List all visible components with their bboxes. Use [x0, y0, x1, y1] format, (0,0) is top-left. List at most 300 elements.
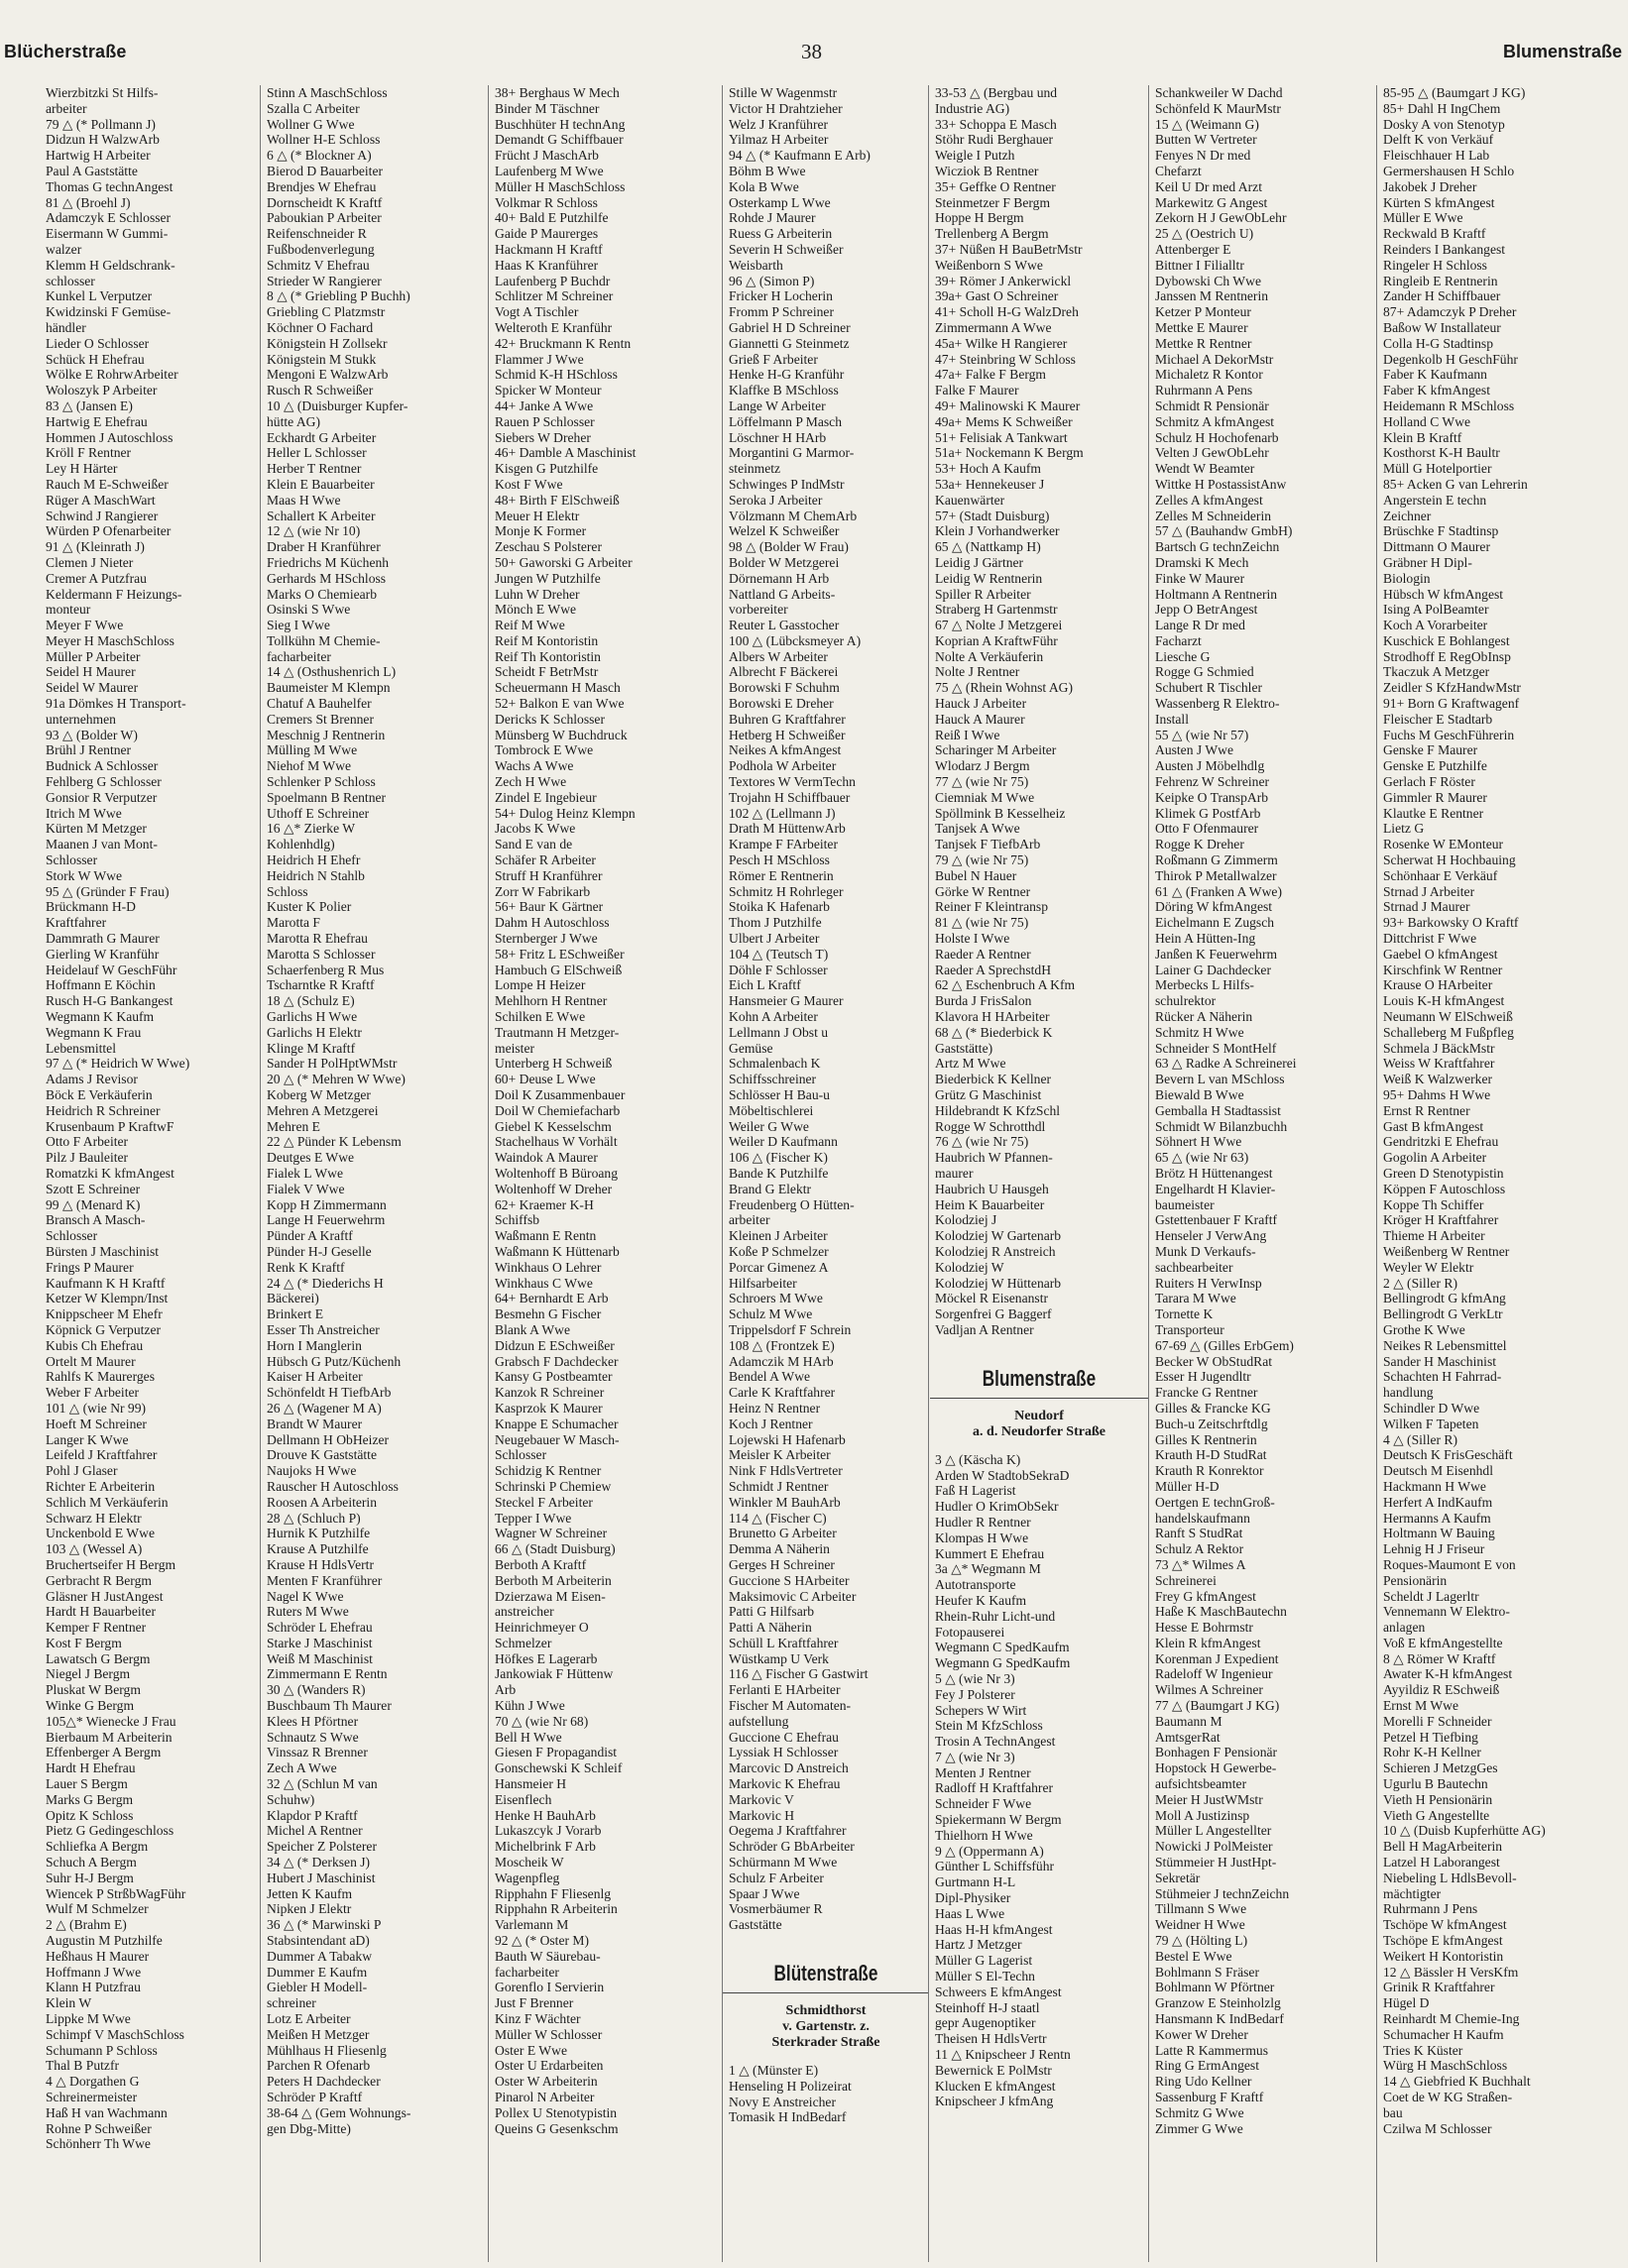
directory-entry: Weidner H Wwe — [1155, 1917, 1245, 1933]
directory-entry: Weikert H Kontoristin — [1383, 1948, 1504, 1964]
directory-entry: 75 △ (Rhein Wohnst AG) — [935, 680, 1074, 696]
directory-entry: 40+ Bald E Putzhilfe — [495, 210, 609, 226]
directory-entry: Unckenbold E Wwe — [46, 1526, 155, 1541]
directory-entry: Fehlberg G Schlosser — [46, 774, 162, 790]
directory-entry: Buschbaum Th Maurer — [267, 1698, 392, 1714]
directory-entry: Facharzt — [1155, 632, 1202, 648]
directory-entry: Reinders I Bankangest — [1383, 241, 1506, 257]
directory-entry: Frings P Maurer — [46, 1259, 134, 1275]
directory-entry: Novy E Anstreicher — [729, 2094, 836, 2109]
directory-entry: Bestel E Wwe — [1155, 1948, 1232, 1964]
directory-entry: Hermanns A Kaufm — [1383, 1510, 1491, 1526]
directory-entry: Buch-u Zeitschrftdlg — [1155, 1416, 1268, 1431]
directory-entry: 12 △ (wie Nr 10) — [267, 523, 361, 539]
directory-entry: Klemm H Geldschrank- — [46, 257, 175, 273]
directory-entry: Rosenke W EMonteur — [1383, 837, 1504, 852]
directory-entry: Wicziok B Rentner — [935, 163, 1039, 178]
directory-entry: Gonschewski K Schleif — [495, 1760, 623, 1776]
directory-entry: Zander H Schiffbauer — [1383, 288, 1501, 304]
directory-entry: Zeidler S KfzHandwMstr — [1383, 680, 1521, 696]
directory-entry: Porcar Gimenez A — [729, 1259, 829, 1275]
directory-entry: Szalla C Arbeiter — [267, 100, 360, 116]
directory-entry: gepr Augenoptiker — [935, 2015, 1036, 2031]
directory-entry: Strnad J Arbeiter — [1383, 883, 1475, 899]
directory-entry: Klees H Pförtner — [267, 1713, 359, 1729]
directory-entry: Keldermann F Heizungs- — [46, 586, 182, 602]
directory-entry: Trojahn H Schiffbauer — [729, 789, 851, 805]
directory-entry: Waßmann E Rentn — [495, 1228, 597, 1244]
directory-entry: Schröder G BbArbeiter — [729, 1839, 855, 1855]
directory-entry: Doil K Zusammenbauer — [495, 1087, 626, 1102]
page-number: 38 — [801, 40, 822, 63]
directory-entry: Gemüse — [729, 1040, 773, 1056]
directory-entry: Petzel H Tiefbing — [1383, 1729, 1478, 1745]
directory-entry: Kolodziej W Gartenarb — [935, 1228, 1062, 1244]
directory-entry: Latte R Kammermus — [1155, 2042, 1269, 2058]
directory-entry: Rohr K-H Kellner — [1383, 1745, 1481, 1760]
directory-entry: Giesen F Propagandist — [495, 1745, 618, 1760]
directory-entry: Pünder H-J Geselle — [267, 1243, 372, 1259]
directory-entry: Zelles M Schneiderin — [1155, 508, 1272, 523]
directory-entry: Ruiters H VerwInsp — [1155, 1275, 1262, 1291]
directory-entry: Döring W kfmAngest — [1155, 899, 1273, 915]
directory-entry: Koppe Th Schiffer — [1383, 1196, 1484, 1212]
directory-entry: Rogge W Schrotthdl — [935, 1118, 1046, 1134]
directory-entry: Industrie AG) — [935, 100, 1010, 116]
directory-columns — [4, 85, 1624, 2262]
directory-entry: Marks O Chemiearb — [267, 586, 377, 602]
directory-entry: Carle K Kraftfahrer — [729, 1385, 836, 1401]
directory-entry: Schlosser — [495, 1447, 547, 1463]
directory-entry: Sieg I Wwe — [267, 618, 330, 633]
directory-entry: 30 △ (Wanders R) — [267, 1682, 366, 1698]
directory-entry: Roßmann G Zimmerm — [1155, 852, 1278, 868]
directory-entry: Jungen W Putzhilfe — [495, 570, 601, 586]
directory-entry: Henseler J VerwAng — [1155, 1228, 1267, 1244]
directory-entry: Heim K Bauarbeiter — [935, 1196, 1045, 1212]
directory-entry: Baßow W Installateur — [1383, 319, 1501, 335]
directory-entry: Garlichs H Elektr — [267, 1024, 362, 1040]
directory-entry: Weiß M Maschinist — [267, 1650, 373, 1666]
directory-entry: Faber K kfmAngest — [1383, 383, 1490, 398]
directory-entry: Tillmann S Wwe — [1155, 1901, 1247, 1917]
directory-entry: 15 △ (Weimann G) — [1155, 116, 1259, 132]
directory-entry: Wollner G Wwe — [267, 116, 355, 132]
directory-entry: Gorenflo I Servierin — [495, 1980, 605, 1995]
directory-entry: 3 △ (Käscha K) — [935, 1451, 1021, 1467]
directory-entry: Kohn A Arbeiter — [729, 1009, 818, 1025]
directory-entry: 46+ Damble A Maschinist — [495, 445, 637, 461]
directory-entry: Schlosser — [46, 1228, 98, 1244]
directory-entry: Heßhaus H Maurer — [46, 1948, 150, 1964]
directory-entry: Klein J Vorhandwerker — [935, 523, 1060, 539]
directory-entry: Eckhardt G Arbeiter — [267, 429, 377, 445]
directory-entry: Kaufmann K H Kraftf — [46, 1275, 166, 1291]
directory-entry: Yilmaz H Arbeiter — [729, 132, 829, 148]
directory-entry: 100 △ (Lübcksmeyer A) — [729, 632, 862, 648]
directory-entry: Holtmann A Rentnerin — [1155, 586, 1278, 602]
directory-entry: Trippelsdorf F Schrein — [729, 1321, 852, 1337]
directory-entry: Eisenflech — [495, 1791, 552, 1807]
directory-entry: Rüger A MaschWart — [46, 492, 156, 508]
directory-entry: Meschnig J Rentnerin — [267, 727, 386, 742]
directory-entry: Butten W Vertreter — [1155, 132, 1257, 148]
directory-entry: Bolder W Metzgerei — [729, 554, 840, 570]
directory-entry: Schieren J MetzgGes — [1383, 1760, 1498, 1776]
directory-entry: Rauscher H Autoschloss — [267, 1478, 399, 1494]
directory-entry: Gläsner H JustAngest — [46, 1588, 164, 1604]
directory-entry: Klann H Putzfrau — [46, 1980, 141, 1995]
directory-entry: 105△* Wienecke J Frau — [46, 1713, 176, 1729]
directory-entry: Arb — [495, 1682, 517, 1698]
page-header — [0, 0, 1628, 77]
directory-entry: Reiner F Kleintransp — [935, 899, 1049, 915]
directory-entry: Lojewski H Hafenarb — [729, 1431, 846, 1447]
directory-entry: Gerhards M HSchloss — [267, 570, 387, 586]
directory-entry: Kinz F Wächter — [495, 2011, 581, 2027]
directory-entry: Hurnik K Putzhilfe — [267, 1526, 371, 1541]
directory-entry: Wassenberg R Elektro- — [1155, 696, 1280, 712]
directory-entry: 63 △ Radke A Schreinerei — [1155, 1056, 1297, 1072]
directory-entry: Böck E Verkäuferin — [46, 1087, 153, 1102]
directory-entry: Meuer H Elektr — [495, 508, 580, 523]
directory-entry: Eich L Kraftf — [729, 977, 801, 993]
directory-entry: Austen J Möbelhdlg — [1155, 758, 1265, 774]
directory-entry: handelskaufmann — [1155, 1510, 1250, 1526]
directory-entry: Oster U Erdarbeiten — [495, 2058, 604, 2074]
directory-entry: Rohne P Schweißer — [46, 2120, 152, 2136]
directory-entry: Deutges E Wwe — [267, 1150, 355, 1166]
directory-entry: Mehlhorn H Rentner — [495, 993, 608, 1009]
directory-entry: Autotransporte — [935, 1577, 1016, 1593]
directory-entry: Schiffsb — [495, 1212, 540, 1228]
directory-entry: Woltenhoff B Büroang — [495, 1165, 619, 1181]
directory-entry: Dornscheidt K Kraftf — [267, 194, 383, 210]
directory-entry: 9 △ (Oppermann A) — [935, 1843, 1044, 1859]
directory-entry: Mehren E — [267, 1118, 320, 1134]
directory-entry: Jakobek J Dreher — [1383, 178, 1477, 194]
directory-entry: Fotopauserei — [935, 1624, 1005, 1640]
directory-entry: Textores W VermTechn — [729, 774, 856, 790]
directory-entry: Oegema J Kraftfahrer — [729, 1823, 847, 1839]
directory-entry: Hübsch W kfmAngest — [1383, 586, 1504, 602]
directory-entry: Fußbodenverlegung — [267, 241, 375, 257]
directory-entry: 5 △ (wie Nr 3) — [935, 1670, 1015, 1686]
directory-entry: Gaebel O kfmAngest — [1383, 946, 1498, 962]
directory-entry: Coet de W KG Straßen- — [1383, 2090, 1513, 2104]
directory-entry: Leidig W Rentnerin — [935, 570, 1043, 586]
directory-entry: 24 △ (* Diederichs H — [267, 1275, 384, 1291]
directory-entry: Hardt H Bauarbeiter — [46, 1604, 156, 1620]
directory-entry: Laufenberg P Buchdr — [495, 273, 611, 288]
directory-entry: 14 △ (Osthushenrich L) — [267, 664, 397, 680]
directory-entry: Hauck A Maurer — [935, 711, 1025, 727]
directory-entry: Siebers W Dreher — [495, 429, 591, 445]
directory-entry: 38+ Berghaus W Mech — [495, 85, 620, 100]
directory-entry: Naujoks H Wwe — [267, 1463, 357, 1479]
directory-entry: Ley H Härter — [46, 461, 118, 477]
directory-entry: 76 △ (wie Nr 75) — [935, 1134, 1029, 1150]
directory-entry: Wagner W Schreiner — [495, 1526, 608, 1541]
directory-entry: Berboth A Kraftf — [495, 1556, 587, 1572]
directory-entry: Bruchertseifer H Bergm — [46, 1556, 176, 1572]
directory-entry: Reif M Kontoristin — [495, 632, 599, 648]
directory-entry: Dericks K Schlosser — [495, 711, 605, 727]
directory-entry: Haas H-H kfmAngest — [935, 1921, 1053, 1937]
directory-entry: Dummer E Kaufm — [267, 1964, 368, 1980]
directory-entry: Trosin A TechnAngest — [935, 1734, 1056, 1750]
street-district: a. d. Neudorfer Straße — [973, 1423, 1105, 1439]
directory-entry: 42+ Bruckmann K Rentn — [495, 335, 632, 351]
directory-entry: Ayyildiz R ESchweiß — [1383, 1682, 1500, 1698]
directory-entry: Fleischer E Stadtarb — [1383, 711, 1493, 727]
directory-entry: Krauth R Konrektor — [1155, 1463, 1264, 1479]
directory-entry: Just F Brenner — [495, 1995, 574, 2011]
directory-entry: Lietz G — [1383, 821, 1425, 837]
directory-entry: Griebling C Platzmstr — [267, 304, 386, 320]
directory-entry: Winkler M BauhArb — [729, 1494, 841, 1510]
directory-entry: Wittke H PostassistAnw — [1155, 476, 1287, 492]
directory-entry: Tschöpe E kfmAngest — [1383, 1933, 1503, 1949]
directory-entry: 91 △ (Kleinrath J) — [46, 539, 145, 555]
directory-entry: Pluskat W Bergm — [46, 1682, 141, 1698]
directory-entry: 52+ Balkon E van Wwe — [495, 696, 625, 712]
section-gap — [929, 1440, 1149, 1452]
directory-entry: Struff H Kranführer — [495, 867, 603, 883]
directory-entry: Haas K Kranführer — [495, 257, 599, 273]
directory-entry: Schepers W Wirt — [935, 1702, 1027, 1718]
directory-entry: Klein R kfmAngest — [1155, 1635, 1261, 1650]
directory-entry: 93+ Barkowsky O Kraftf — [1383, 915, 1519, 931]
directory-entry: 3a △* Wegmann M — [935, 1561, 1041, 1577]
directory-entry: Roques-Maumont E von — [1383, 1556, 1516, 1572]
directory-entry: Hoffmann E Köchin — [46, 977, 156, 993]
directory-entry: Ruhrmann J Pens — [1383, 1901, 1478, 1917]
directory-entry: Francke G Rentner — [1155, 1385, 1258, 1401]
directory-entry: Didzun E ESchweißer — [495, 1337, 615, 1353]
directory-entry: Scharinger M Arbeiter — [935, 742, 1057, 758]
directory-entry: Reifenschneider R — [267, 226, 367, 242]
directory-entry: Rohde J Maurer — [729, 210, 816, 226]
directory-entry: Horn I Manglerin — [267, 1337, 362, 1353]
directory-entry: Henseling H Polizeirat — [729, 2078, 852, 2094]
directory-entry: Blank A Wwe — [495, 1321, 571, 1337]
directory-entry: Wölke E RohrwArbeiter — [46, 367, 178, 383]
directory-entry: Würg H MaschSchloss — [1383, 2058, 1508, 2074]
directory-entry: Ring Udo Kellner — [1155, 2074, 1252, 2090]
directory-entry: Schück H Ehefrau — [46, 351, 145, 367]
directory-entry: Seidel W Maurer — [46, 680, 139, 696]
directory-entry: Draber H Kranführer — [267, 539, 381, 555]
directory-entry: Steinmetzer F Bergm — [935, 194, 1051, 210]
directory-entry: Keipke O TranspArb — [1155, 789, 1269, 805]
directory-entry: Fialek V Wwe — [267, 1181, 345, 1196]
directory-entry: Dramski K Mech — [1155, 554, 1249, 570]
directory-entry: Gemballa H Stadtassist — [1155, 1102, 1281, 1118]
directory-entry: unternehmen — [46, 711, 116, 727]
directory-entry: Osterkamp L Wwe — [729, 194, 831, 210]
directory-entry: Schneider S MontHelf — [1155, 1040, 1277, 1056]
directory-entry: Effenberger A Bergm — [46, 1745, 162, 1760]
directory-entry: Ernst R Rentner — [1383, 1102, 1470, 1118]
directory-entry: Morgantini G Marmor- — [729, 445, 855, 461]
directory-entry: Dzierzawa M Eisen- — [495, 1588, 606, 1604]
directory-entry: Romatzki K kfmAngest — [46, 1165, 174, 1181]
directory-entry: 97 △ (* Heidrich W Wwe) — [46, 1056, 190, 1072]
directory-entry: Pohl J Glaser — [46, 1463, 118, 1479]
directory-entry: Gurtmann H-L — [935, 1874, 1016, 1890]
directory-entry: Awater K-H kfmAngest — [1383, 1666, 1513, 1682]
directory-entry: Zeichner — [1383, 508, 1432, 523]
directory-entry: 56+ Baur K Gärtner — [495, 899, 604, 915]
directory-entry: Ranft S StudRat — [1155, 1526, 1243, 1541]
directory-entry: Dummer A Tabakw — [267, 1948, 373, 1964]
directory-entry: Schimpf V MaschSchloss — [46, 2026, 184, 2042]
directory-entry: schlosser — [46, 273, 95, 288]
directory-entry: Mühlhaus H Fliesenlg — [267, 2042, 387, 2058]
directory-entry: Wiencek P StrßbWagFühr — [46, 1885, 186, 1901]
directory-entry: Kost F Bergm — [46, 1635, 122, 1650]
street-heading-rule — [930, 1398, 1148, 1399]
directory-entry: 10 △ (Duisb Kupferhütte AG) — [1383, 1823, 1546, 1839]
directory-entry: Bellingrodt G kfmAng — [1383, 1291, 1506, 1306]
directory-entry: Varlemann M — [495, 1917, 569, 1933]
directory-entry: aufsichtsbeamter — [1155, 1776, 1247, 1792]
directory-entry: Albrecht F Bäckerei — [729, 664, 839, 680]
directory-entry: 45a+ Wilke H Rangierer — [935, 335, 1068, 351]
directory-entry: Dipl-Physiker — [935, 1890, 1011, 1906]
directory-entry: Kürten S kfmAngest — [1383, 194, 1495, 210]
directory-entry: Oertgen E technGroß- — [1155, 1494, 1275, 1510]
directory-entry: Lotz E Arbeiter — [267, 2011, 351, 2027]
directory-entry: Neikes A kfmAngest — [729, 742, 842, 758]
directory-entry: 61 △ (Franken A Wwe) — [1155, 883, 1282, 899]
directory-entry: Kasprzok K Maurer — [495, 1400, 603, 1416]
directory-entry: Schüll L Kraftfahrer — [729, 1635, 839, 1650]
directory-entry: Meißen H Metzger — [267, 2026, 370, 2042]
directory-entry: Müll G Hotelportier — [1383, 461, 1492, 477]
directory-entry: Zeschau S Polsterer — [495, 539, 602, 555]
directory-entry: Mönch E Wwe — [495, 602, 577, 618]
directory-entry: Vadljan A Rentner — [935, 1321, 1034, 1337]
directory-entry: Biologin — [1383, 570, 1431, 586]
directory-entry: Zech H Wwe — [495, 774, 567, 790]
column-5 — [928, 85, 1149, 2262]
directory-entry: Ferlanti E HArbeiter — [729, 1682, 841, 1698]
directory-entry: Keil U Dr med Arzt — [1155, 178, 1262, 194]
directory-entry: Müller H MaschSchloss — [495, 178, 626, 194]
directory-entry: Grieß F Arbeiter — [729, 351, 818, 367]
directory-entry: Kröger H Kraftfahrer — [1383, 1212, 1499, 1228]
directory-entry: Meier H JustWMstr — [1155, 1791, 1263, 1807]
directory-entry: Zech A Wwe — [267, 1760, 337, 1776]
directory-entry: Leifeld J Kraftfahrer — [46, 1447, 158, 1463]
directory-entry: Wegmann K Kaufm — [46, 1009, 155, 1025]
directory-entry: Königstein H Zollsekr — [267, 335, 388, 351]
directory-entry: Weiler G Wwe — [729, 1118, 809, 1134]
directory-entry: Stachelhaus W Vorhält — [495, 1134, 618, 1150]
section-gap — [723, 2051, 929, 2063]
directory-entry: Schmidt J Rentner — [729, 1478, 829, 1494]
directory-entry: Brühl J Rentner — [46, 742, 132, 758]
directory-entry: 50+ Gaworski G Arbeiter — [495, 554, 633, 570]
directory-entry: Michel A Rentner — [267, 1823, 363, 1839]
directory-entry: 2 △ (Brahm E) — [46, 1917, 127, 1933]
directory-entry: Stabsintendant aD) — [267, 1933, 370, 1949]
directory-entry: Bendel A Wwe — [729, 1369, 811, 1385]
directory-entry: Kemper F Rentner — [46, 1620, 147, 1636]
directory-entry: Nink F HdlsVertreter — [729, 1463, 843, 1479]
directory-entry: 73 △* Wilmes A — [1155, 1556, 1246, 1572]
directory-entry: Söhnert H Wwe — [1155, 1134, 1242, 1150]
directory-entry: 85+ Dahl H IngChem — [1383, 100, 1501, 116]
directory-entry: Peters H Dachdecker — [267, 2074, 381, 2090]
directory-entry: Weißenberg W Rentner — [1383, 1243, 1510, 1259]
directory-entry: Koberg W Metzger — [267, 1087, 371, 1102]
directory-entry: 114 △ (Fischer C) — [729, 1510, 827, 1526]
directory-entry: Ripphahn F Fliesenlg — [495, 1885, 612, 1901]
directory-entry: Schulz H Hochofenarb — [1155, 429, 1279, 445]
directory-entry: 41+ Scholl H-G WalzDreh — [935, 304, 1079, 320]
directory-entry: Raeder A SprechstdH — [935, 962, 1052, 977]
street-heading-rule — [723, 1992, 929, 1993]
directory-entry: Knipscheer J kfmAng — [935, 2094, 1054, 2109]
directory-entry: Mettke E Maurer — [1155, 319, 1248, 335]
directory-entry: Ripphahn R Arbeiterin — [495, 1901, 618, 1917]
directory-entry: Sorgenfrei G Baggerf — [935, 1306, 1052, 1322]
directory-entry: Hübsch G Putz/Küchenh — [267, 1353, 402, 1369]
column-2 — [260, 85, 489, 2262]
directory-entry: Fromm P Schreiner — [729, 304, 834, 320]
column-1 — [4, 85, 248, 2262]
directory-entry: Deutsch M Eisenhdl — [1383, 1463, 1494, 1479]
directory-entry: Gilles K Rentnerin — [1155, 1431, 1257, 1447]
directory-entry: Scheldt J Lagerltr — [1383, 1588, 1479, 1604]
directory-entry: Grothe K Wwe — [1383, 1321, 1465, 1337]
directory-entry: Menten J Rentner — [935, 1764, 1031, 1780]
directory-entry: Kummert E Ehefrau — [935, 1545, 1045, 1561]
directory-entry: Korenman J Expedient — [1155, 1650, 1279, 1666]
directory-entry: Stinn A MaschSchloss — [267, 85, 388, 100]
directory-entry: Seidel H Maurer — [46, 664, 136, 680]
directory-entry: Rhein-Ruhr Licht-und — [935, 1608, 1056, 1624]
directory-entry: anlagen — [1383, 1620, 1426, 1636]
directory-entry: Grinik R Kraftfahrer — [1383, 1980, 1495, 1995]
directory-entry: Schrinski P Chemiew — [495, 1478, 612, 1494]
directory-entry: Louis K-H kfmAngest — [1383, 993, 1505, 1009]
directory-entry: Pensionärin — [1383, 1572, 1448, 1588]
directory-entry: Borowski E Dreher — [729, 696, 834, 712]
directory-entry: Schmidt R Pensionär — [1155, 397, 1269, 413]
directory-entry: Müller H-D — [1155, 1478, 1220, 1494]
directory-entry: Meisler K Arbeiter — [729, 1447, 831, 1463]
directory-entry: Reif M Wwe — [495, 618, 565, 633]
directory-entry: 2 △ (Siller R) — [1383, 1275, 1458, 1291]
directory-entry: Stümmeier H JustHpt- — [1155, 1855, 1277, 1871]
directory-entry: Haubrich W Pfannen- — [935, 1150, 1053, 1166]
directory-entry: 20 △ (* Mehren W Wwe) — [267, 1072, 406, 1087]
directory-entry: Victor H Drahtzieher — [729, 100, 843, 116]
directory-entry: Zimmermann E Rentn — [267, 1666, 388, 1682]
directory-entry: Brötz H Hüttenangest — [1155, 1165, 1273, 1181]
directory-entry: Bande K Putzhilfe — [729, 1165, 829, 1181]
directory-entry: Janssen M Rentnerin — [1155, 288, 1269, 304]
directory-entry: Podhola W Arbeiter — [729, 758, 837, 774]
directory-entry: Ketzer W Klempn/Inst — [46, 1291, 169, 1306]
directory-entry: Kolodziej W — [935, 1259, 1004, 1275]
directory-entry: Schmalenbach K — [729, 1056, 821, 1072]
directory-entry: Hein A Hütten-Ing — [1155, 931, 1256, 947]
